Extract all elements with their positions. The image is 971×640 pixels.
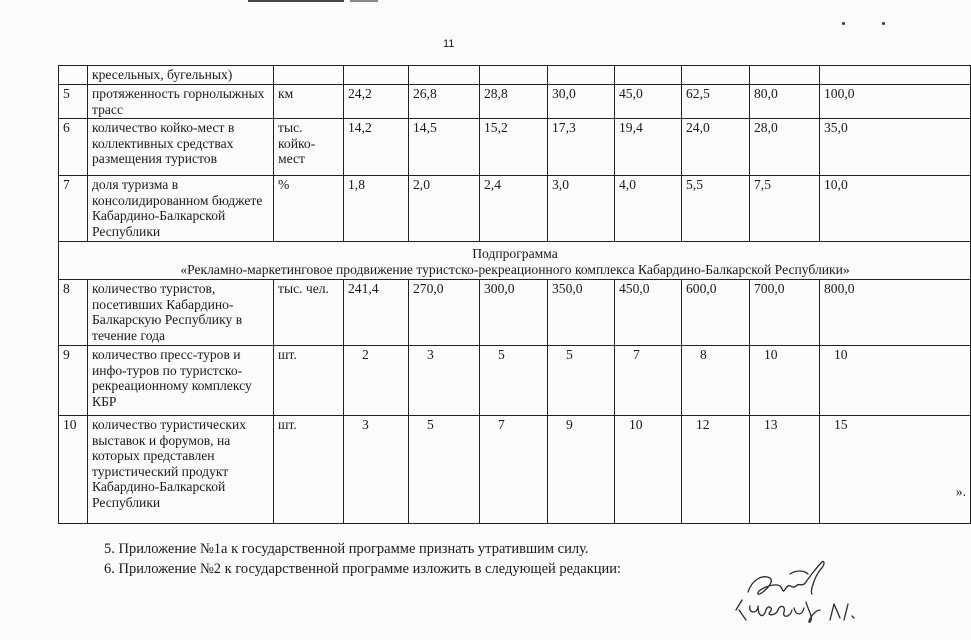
value-cell: 2 xyxy=(344,346,409,416)
value-cell: 35,0 xyxy=(820,119,971,176)
value-cell: 270,0 xyxy=(409,280,480,346)
indicator-name-cell: количество туристических выставок и форумов, на которых представлен туристический продукт Кабардино-Балкарской Республики xyxy=(88,416,274,524)
row-number-cell: 6 xyxy=(59,119,88,176)
value-text: 15 xyxy=(834,417,848,432)
indicator-name-cell: доля туризма в консолидированном бюджете Кабардино-Балкарской Республики xyxy=(88,176,274,242)
value-cell: 28,0 xyxy=(750,119,820,176)
unit-cell: тыс. чел. xyxy=(274,280,344,346)
value-cell: 13 xyxy=(750,416,820,524)
table-row xyxy=(59,346,971,416)
value-cell: 1,8 xyxy=(344,176,409,242)
row-number-cell: 7 xyxy=(59,176,88,242)
value-cell: 5,5 xyxy=(682,176,750,242)
value-cell: 17,3 xyxy=(548,119,615,176)
value-cell: 30,0 xyxy=(548,85,615,119)
value-cell: 3 xyxy=(344,416,409,524)
value-cell: 3,0 xyxy=(548,176,615,242)
value-cell: 80,0 xyxy=(750,85,820,119)
value-cell: 700,0 xyxy=(750,280,820,346)
page-number: 11 xyxy=(443,38,455,50)
value-cell: 10 xyxy=(615,416,682,524)
value-cell: 350,0 xyxy=(548,280,615,346)
value-cell: 5 xyxy=(548,346,615,416)
table-row xyxy=(59,66,971,85)
value-cell: 24,2 xyxy=(344,85,409,119)
subprogram-heading: Подпрограмма xyxy=(472,246,558,261)
value-cell: 600,0 xyxy=(682,280,750,346)
value-cell: 15,2 xyxy=(480,119,548,176)
value-cell: 241,4 xyxy=(344,280,409,346)
value-cell: 10,0 xyxy=(820,176,971,242)
unit-cell: шт. xyxy=(274,416,344,524)
top-rule xyxy=(248,0,344,2)
value-cell xyxy=(820,416,971,524)
unit-cell: км xyxy=(274,85,344,119)
value-cell: 5 xyxy=(409,416,480,524)
row-number-cell: 9 xyxy=(59,346,88,416)
value-cell: 100,0 xyxy=(820,85,971,119)
indicators-table xyxy=(58,65,971,524)
value-cell: 2,0 xyxy=(409,176,480,242)
table-row xyxy=(59,280,971,346)
row-number-cell xyxy=(59,66,88,85)
value-cell: 2,4 xyxy=(480,176,548,242)
indicator-name-cell: количество койко-мест в коллективных средствах размещения туристов xyxy=(88,119,274,176)
value-cell: 14,5 xyxy=(409,119,480,176)
table-row xyxy=(59,119,971,176)
row-number-cell: 5 xyxy=(59,85,88,119)
note-paragraph-6: 6. Приложение №2 к государственной программе изложить в следующей редакции: xyxy=(104,561,622,577)
subprogram-cell xyxy=(59,242,971,280)
value-cell: 10 xyxy=(750,346,820,416)
indicator-name-cell: кресельных, бугельных) xyxy=(88,66,274,85)
table-row xyxy=(59,416,971,524)
value-cell: 7 xyxy=(615,346,682,416)
indicator-name-cell: протяженность горнолыжных трасс xyxy=(88,85,274,119)
value-cell: 5 xyxy=(480,346,548,416)
value-cell: 24,0 xyxy=(682,119,750,176)
value-cell: 800,0 xyxy=(820,280,971,346)
scan-speck xyxy=(842,22,845,25)
value-cell: 3 xyxy=(409,346,480,416)
indicator-name-cell: количество туристов, посетивших Кабардино-Балкарскую Республику в течение года xyxy=(88,280,274,346)
value-cell: 450,0 xyxy=(615,280,682,346)
row-number-cell: 8 xyxy=(59,280,88,346)
unit-cell: шт. xyxy=(274,346,344,416)
value-cell: 8 xyxy=(682,346,750,416)
table-row xyxy=(59,176,971,242)
handwritten-signature xyxy=(730,552,880,632)
value-cell: 62,5 xyxy=(682,85,750,119)
subprogram-title: «Рекламно-маркетинговое продвижение туристско-рекреационного комплекса Кабардино-Балкарской Республики» xyxy=(180,262,850,277)
closing-quote-mark: ». xyxy=(955,483,966,499)
scan-speck xyxy=(882,22,885,25)
indicator-name-cell: количество пресс-туров и инфо-туров по туристско-рекреационному комплексу КБР xyxy=(88,346,274,416)
table-row xyxy=(59,85,971,119)
value-cell: 12 xyxy=(682,416,750,524)
value-cell: 14,2 xyxy=(344,119,409,176)
value-cell: 7,5 xyxy=(750,176,820,242)
value-cell: 300,0 xyxy=(480,280,548,346)
value-cell: 10 xyxy=(820,346,971,416)
value-cell: 26,8 xyxy=(409,85,480,119)
value-cell: 45,0 xyxy=(615,85,682,119)
row-number-cell: 10 xyxy=(59,416,88,524)
value-cell: 4,0 xyxy=(615,176,682,242)
subprogram-row xyxy=(59,242,971,280)
value-cell: 9 xyxy=(548,416,615,524)
note-paragraph-5: 5. Приложение №1а к государственной программе признать утратившим силу. xyxy=(104,541,589,557)
unit-cell: % xyxy=(274,176,344,242)
value-cell: 28,8 xyxy=(480,85,548,119)
value-cell: 7 xyxy=(480,416,548,524)
unit-cell: тыс. койко-мест xyxy=(274,119,344,176)
value-cell: 19,4 xyxy=(615,119,682,176)
